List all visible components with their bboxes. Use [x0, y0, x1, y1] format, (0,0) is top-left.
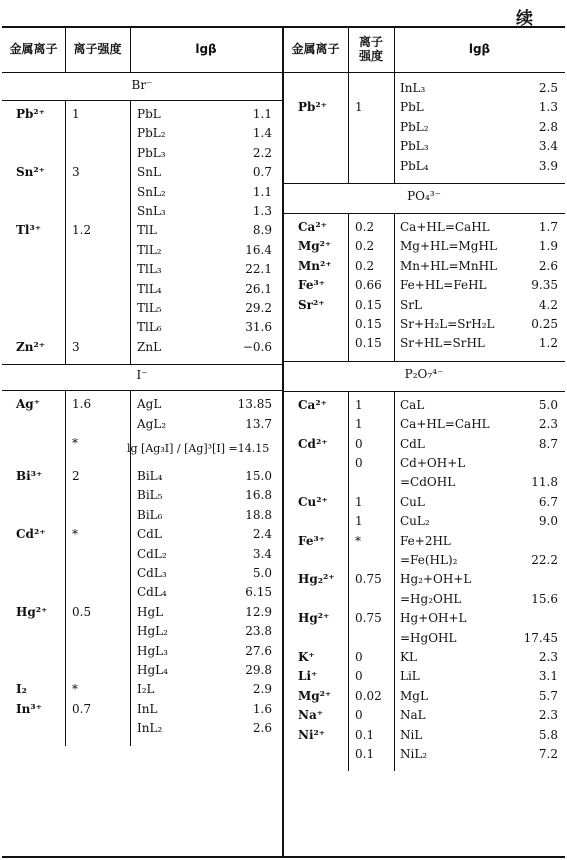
ionic-strength: 0.75	[355, 572, 382, 587]
lgbeta-value: 13.7	[245, 416, 272, 431]
species: TlL₃	[137, 262, 162, 277]
lgbeta-value: 1.1	[252, 107, 272, 121]
ionic-strength: 1.2	[72, 223, 92, 238]
species: TlL	[137, 223, 157, 238]
species: =Hg₂OHL	[400, 591, 462, 606]
ionic-strength: 0.2	[355, 220, 375, 234]
left-col-divider-1	[65, 390, 66, 745]
lgbeta-value: 9.35	[531, 278, 558, 293]
left-header-rule	[2, 72, 283, 73]
ionic-strength: 1	[355, 100, 363, 115]
ionic-strength: 1	[72, 107, 80, 121]
right-section-end-rule	[283, 361, 565, 362]
lgbeta-value: 18.8	[245, 507, 272, 522]
metal-ion: Hg²⁺	[16, 604, 48, 619]
metal-ion: Cd²⁺	[298, 436, 328, 451]
species: TlL₆	[137, 320, 162, 335]
right-section-end-rule	[283, 183, 565, 184]
lgbeta-value: 3.4	[252, 546, 272, 561]
lgbeta-value: 2.4	[252, 527, 272, 542]
ionic-strength: *	[72, 527, 78, 542]
metal-ion: Cu²⁺	[298, 494, 328, 509]
lgbeta-value: 8.9	[252, 223, 272, 238]
right-header-metal: 金属离子	[291, 42, 340, 56]
species: CdL₄	[137, 585, 167, 600]
left-section-title: I⁻	[136, 368, 148, 383]
right-col-divider-1	[348, 213, 349, 361]
lgbeta-value: 2.3	[538, 650, 558, 664]
species: MgL	[400, 688, 428, 703]
right-col-divider-2	[394, 213, 395, 361]
ionic-strength: 0.7	[72, 701, 92, 716]
lgbeta-value: 0.7	[252, 165, 272, 180]
ionic-strength: 1	[355, 417, 363, 432]
lgbeta-value: 1.4	[252, 126, 272, 141]
ionic-strength: 0.1	[355, 727, 375, 742]
metal-ion: Pb²⁺	[16, 107, 46, 121]
ionic-strength: 0.66	[355, 278, 382, 293]
lgbeta-value: 5.0	[252, 565, 272, 580]
metal-ion: In³⁺	[16, 701, 42, 716]
metal-ion: Mn²⁺	[298, 258, 332, 273]
left-header-divider-2	[130, 26, 131, 72]
lgbeta-value: 9.0	[538, 514, 558, 529]
lgbeta-value: 16.4	[245, 242, 272, 257]
species: Sr+H₂L=SrH₂L	[400, 317, 495, 331]
continued-mark: 续	[516, 9, 533, 29]
lgbeta-value: 15.6	[531, 591, 558, 606]
lgbeta-value: 4.2	[538, 297, 558, 312]
right-section-title: PO₄³⁻	[407, 189, 441, 203]
lgbeta-value: 26.1	[245, 281, 272, 296]
right-section-rule	[283, 213, 565, 214]
ionic-strength: 1	[355, 494, 363, 509]
left-section-rule	[2, 100, 283, 101]
ionic-strength: 2	[72, 468, 80, 483]
lgbeta-value: 3.9	[538, 158, 558, 173]
ionic-strength: 3	[72, 165, 80, 180]
species: CuL₂	[400, 514, 430, 529]
lgbeta-value: 5.7	[538, 688, 558, 703]
right-col-divider-1	[348, 72, 349, 183]
ionic-strength: *	[72, 436, 78, 450]
lgbeta-value: 13.85	[237, 397, 272, 412]
metal-ion: Ni²⁺	[298, 727, 326, 742]
species: =CdOHL	[400, 475, 456, 490]
species: CaL	[400, 397, 425, 412]
right-col-divider-1	[348, 391, 349, 772]
species: KL	[400, 650, 417, 664]
lgbeta-value: 17.45	[523, 630, 558, 645]
species: LiL	[400, 669, 420, 684]
lgbeta-value: 2.9	[252, 682, 272, 697]
left-header-lgb: lgβ	[195, 42, 217, 56]
species: =HgOHL	[400, 630, 457, 645]
species: =Fe(HL)₂	[400, 553, 458, 567]
ionic-strength: 3	[72, 339, 80, 354]
ionic-strength: *	[355, 533, 361, 548]
lgbeta-value: 5.0	[538, 397, 558, 412]
lgbeta-value: 2.3	[538, 708, 558, 723]
species: SnL₃	[137, 204, 166, 218]
metal-ion: Ca²⁺	[298, 220, 327, 234]
metal-ion: Li⁺	[298, 669, 318, 684]
left-header-divider-1	[65, 26, 66, 72]
lgbeta-value: 27.6	[245, 643, 272, 658]
left-section-title: Br⁻	[131, 78, 153, 92]
left-col-divider-1	[65, 100, 66, 364]
species: PbL	[400, 100, 424, 115]
species: CdL	[400, 436, 425, 451]
left-col-divider-2	[130, 390, 131, 745]
ionic-strength: 0.5	[72, 604, 92, 619]
ionic-strength: 0	[355, 708, 363, 723]
lgbeta-value: 1.3	[538, 100, 558, 115]
metal-ion: Sn²⁺	[16, 165, 45, 180]
species: AgL	[137, 397, 162, 412]
right-section-title: P₂O₇⁴⁻	[404, 366, 444, 381]
species: Hg₂+OH+L	[400, 572, 472, 587]
ionic-strength: 0.2	[355, 239, 375, 254]
lgbeta-value: 6.7	[538, 494, 558, 509]
species: BiL₅	[137, 488, 163, 503]
metal-ion: Sr²⁺	[298, 297, 325, 312]
species: ZnL	[137, 339, 162, 354]
metal-ion: Zn²⁺	[16, 339, 46, 354]
species: SnL₂	[137, 184, 166, 199]
metal-ion: K⁺	[298, 650, 315, 664]
lgbeta-value: 1.9	[538, 239, 558, 254]
lgbeta-value: 2.6	[252, 721, 272, 736]
lgbeta-value: 0.25	[531, 317, 558, 331]
ionic-strength: 0	[355, 650, 363, 664]
ionic-strength: *	[72, 682, 78, 697]
lgbeta-value: 1.6	[252, 701, 272, 716]
lgbeta-value: 6.15	[245, 585, 272, 600]
species: InL	[137, 701, 158, 716]
species: NiL	[400, 727, 423, 742]
right-header-divider-2	[394, 26, 395, 72]
lgbeta-value: 1.7	[538, 220, 558, 234]
left-section-rule	[2, 390, 283, 391]
species: PbL	[137, 107, 161, 121]
lgbeta-value: 1.2	[538, 336, 558, 351]
lgbeta-value: 29.2	[245, 301, 272, 315]
left-header-metal: 金属离子	[9, 42, 58, 56]
ionic-strength: 0.1	[355, 747, 375, 761]
left-col-divider-2	[130, 100, 131, 364]
metal-ion: Mg²⁺	[298, 239, 332, 254]
metal-ion: Bi³⁺	[16, 468, 43, 483]
species: CdL₃	[137, 565, 167, 580]
metal-ion: Fe³⁺	[298, 533, 326, 548]
species: AgL₂	[137, 416, 167, 431]
species: BiL₄	[137, 468, 163, 483]
species: HgL₃	[137, 643, 168, 658]
right-col-divider-2	[394, 391, 395, 772]
metal-ion: Cd²⁺	[16, 527, 46, 542]
lgbeta-value: 12.9	[245, 604, 272, 619]
lgbeta-value: 5.8	[538, 727, 558, 742]
ionic-strength: 1	[355, 397, 363, 412]
ionic-strength: 0.15	[355, 297, 382, 312]
lgbeta-value: 23.8	[245, 624, 272, 639]
species: InL₂	[137, 721, 163, 736]
ionic-strength: 0.75	[355, 611, 382, 626]
species: PbL₂	[137, 126, 166, 141]
species: I₂L	[137, 682, 155, 697]
species: Sr+HL=SrHL	[400, 336, 485, 351]
species: Fe+HL=FeHL	[400, 278, 487, 293]
species: HgL₄	[137, 662, 168, 677]
lgbeta-value: 2.6	[538, 258, 558, 273]
left-header-ionic: 离子强度	[73, 42, 122, 56]
ionic-strength: 0.2	[355, 258, 375, 273]
species: NaL	[400, 708, 426, 723]
lgbeta-value: 1.1	[252, 184, 272, 199]
species: HgL	[137, 604, 164, 619]
species: Mg+HL=MgHL	[400, 239, 497, 254]
species: SnL	[137, 165, 161, 180]
species: Ca+HL=CaHL	[400, 417, 490, 432]
ionic-strength: 0	[355, 456, 363, 470]
lgbeta-value: 2.5	[538, 81, 558, 95]
lgbeta-value: 11.8	[531, 475, 558, 490]
species: CdL₂	[137, 546, 167, 561]
species: PbL₃	[137, 145, 166, 160]
metal-ion: Mg²⁺	[298, 688, 332, 703]
metal-ion: I₂	[16, 682, 27, 697]
species: Ca+HL=CaHL	[400, 220, 490, 234]
species: Cd+OH+L	[400, 456, 466, 470]
ionic-strength: 0	[355, 436, 363, 451]
center-divider	[282, 26, 284, 858]
species: Hg+OH+L	[400, 611, 467, 626]
ionic-strength: 0	[355, 669, 363, 684]
formula-expression: lg [Ag₃I] / [Ag]³[I] =14.15	[127, 442, 270, 455]
metal-ion: Na⁺	[298, 708, 324, 723]
species: SrL	[400, 297, 422, 312]
stability-constants-table	[2, 26, 565, 858]
left-section-end-rule	[2, 364, 283, 365]
species: InL₃	[400, 81, 426, 95]
lgbeta-value: 22.1	[245, 262, 272, 277]
right-header-ionic: 离子 强度	[358, 35, 383, 63]
lgbeta-value: −0.6	[242, 339, 272, 354]
species: TlL₄	[137, 281, 162, 296]
ionic-strength: 0.15	[355, 336, 382, 351]
metal-ion: Tl³⁺	[16, 223, 42, 238]
species: TlL₅	[137, 301, 162, 315]
species: Fe+2HL	[400, 533, 451, 548]
metal-ion: Ca²⁺	[298, 397, 327, 412]
lgbeta-value: 16.8	[245, 488, 272, 503]
metal-ion: Pb²⁺	[298, 100, 328, 115]
lgbeta-value: 2.2	[252, 145, 272, 160]
lgbeta-value: 1.3	[252, 204, 272, 218]
species: CdL	[137, 527, 162, 542]
lgbeta-value: 8.7	[538, 436, 558, 451]
metal-ion: Hg²⁺	[298, 611, 330, 626]
species: PbL₃	[400, 139, 429, 154]
lgbeta-value: 22.2	[531, 553, 558, 567]
lgbeta-value: 31.6	[245, 320, 272, 335]
lgbeta-value: 3.4	[538, 139, 558, 154]
species: PbL₄	[400, 158, 429, 173]
lgbeta-value: 3.1	[538, 669, 558, 684]
metal-ion: Hg₂²⁺	[298, 572, 335, 587]
species: BiL₆	[137, 507, 163, 522]
lgbeta-value: 7.2	[538, 747, 558, 761]
species: CuL	[400, 494, 425, 509]
right-header-divider-1	[348, 26, 349, 72]
species: PbL₂	[400, 119, 429, 134]
species: Mn+HL=MnHL	[400, 258, 498, 273]
right-header-rule	[283, 72, 565, 73]
right-section-rule	[283, 391, 565, 392]
metal-ion: Ag⁺	[16, 397, 41, 412]
lgbeta-value: 2.3	[538, 417, 558, 432]
lgbeta-value: 15.0	[245, 468, 272, 483]
lgbeta-value: 29.8	[245, 662, 272, 677]
species: NiL₂	[400, 747, 428, 761]
lgbeta-value: 2.8	[538, 119, 558, 134]
ionic-strength: 1.6	[72, 397, 92, 412]
ionic-strength: 0.02	[355, 688, 382, 703]
species: HgL₂	[137, 624, 168, 639]
ionic-strength: 0.15	[355, 317, 382, 331]
right-header-lgb: lgβ	[468, 42, 491, 56]
metal-ion: Fe³⁺	[298, 278, 326, 293]
species: TlL₂	[137, 242, 162, 257]
ionic-strength: 1	[355, 514, 363, 529]
right-col-divider-2	[394, 72, 395, 183]
